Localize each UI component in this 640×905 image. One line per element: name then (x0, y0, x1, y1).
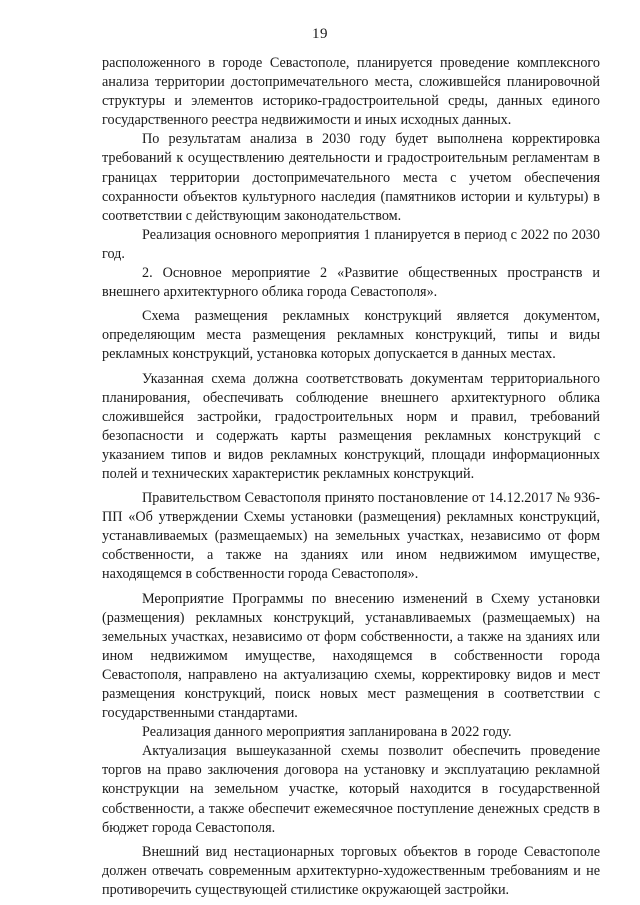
paragraph-continuation: расположенного в городе Севастополе, планируется проведение комплексного анализа территории достопримечательного места, сложившейся планировочной структуры и элементов историко-градостроительной среды, данных единого государственного реестра недвижимости и иных исходных данных. (102, 55, 600, 129)
paragraph: Мероприятие Программы по внесению изменений в Схему установки (размещения) рекламных конструкций, устанавливаемых (размещаемых) на земельных участках, независимо от форм собственности, а также на зданиях или ином недвижимом имуществе, находящемся в собственности города Севастополя, направлено на актуализацию схемы, корректировку видов и мест размещения конструкций, поиск новых мест размещения в соответствии с государственными стандартами. (102, 590, 600, 722)
paragraph: Правительством Севастополя принято постановление от 14.12.2017 № 936-ПП «Об утверждении Схемы установки (размещения) рекламных конструкций, устанавливаемых (размещаемых) на земельных участках, независимо от форм собственности, а также на зданиях или ином недвижимом имуществе, находящемся в собственности города Севастополя». (102, 490, 600, 583)
paragraph: Внешний вид нестационарных торговых объектов в городе Севастополе должен отвечать современным архитектурно-художественным требованиям и не противоречить существующей стилистике окружающей застройки. (102, 843, 600, 898)
section-heading: 2. Основное мероприятие 2 «Развитие общественных пространств и внешнего архитектурного облика города Севастополя». (102, 265, 600, 301)
paragraph: Схема размещения рекламных конструкций является документом, определяющим места размещения рекламных конструкций, типы и виды рекламных конструкций, установка которых допускается в данных местах. (102, 308, 600, 363)
paragraph: Реализация данного мероприятия запланирована в 2022 году. (142, 724, 512, 741)
document-body (102, 54, 600, 900)
paragraph: Актуализация вышеуказанной схемы позволит обеспечить проведение торгов на право заключения договора на установку и эксплуатацию рекламной конструкции на земельном участке, который находится в государственной собственности, а также обеспечит ежемесячное поступление денежных средств в бюджет города Севастополя. (102, 743, 600, 836)
page-number: 19 (312, 26, 328, 42)
paragraph: Указанная схема должна соответствовать документам территориального планирования, обеспечивать соблюдение внешнего архитектурного облика сложившейся застройки, градостроительных норм и правил, требований безопасности и содержать карты размещения рекламных конструкций с указанием типов и видов рекламных конструкций, площади информационных полей и технических характеристик рекламных конструкций. (102, 370, 600, 482)
paragraph: По результатам анализа в 2030 году будет выполнена корректировка требований к осуществлению деятельности и градостроительным регламентам в границах территории достопримечательного места с учетом обеспечения сохранности объектов культурного наследия (памятников истории и культуры) в соответствии с действующим законодательством. (102, 131, 600, 224)
paragraph: Реализация основного мероприятия 1 планируется в период с 2022 по 2030 год. (102, 226, 600, 262)
